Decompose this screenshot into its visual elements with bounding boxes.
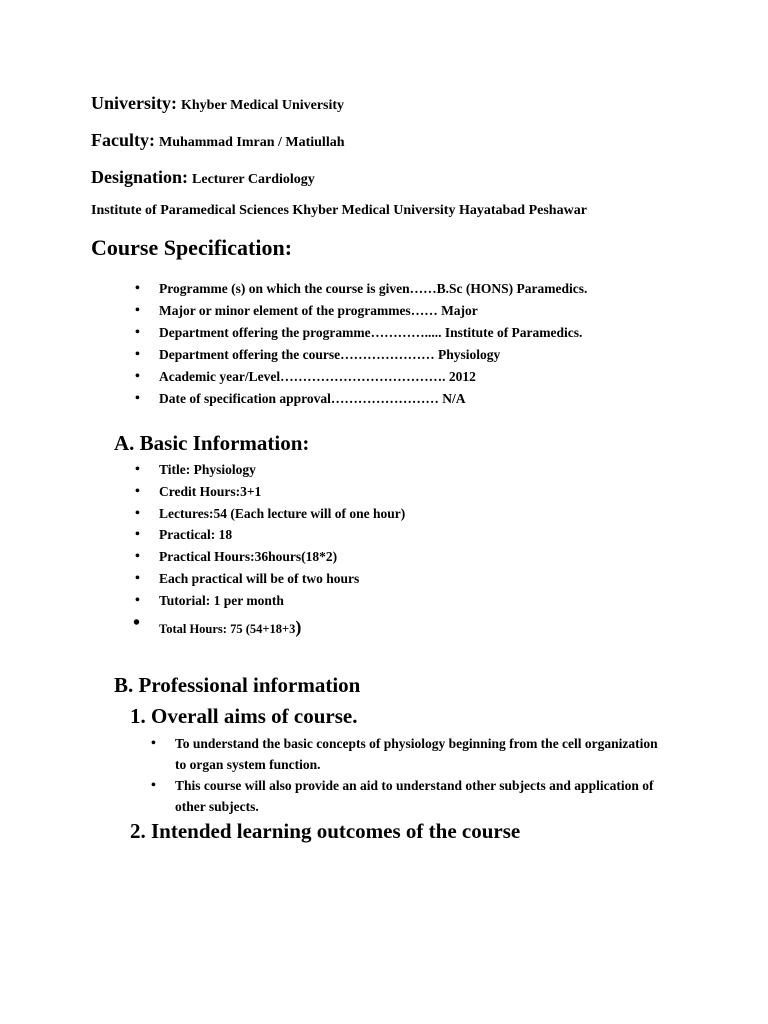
designation-label: Designation: xyxy=(91,167,189,187)
bullet-icon: • xyxy=(135,347,140,362)
designation-line xyxy=(91,167,315,188)
bullet-icon: • xyxy=(135,483,140,499)
list-item: • This course will also provide an aid to understand other subjects and application of other subjects. xyxy=(151,778,654,814)
list-item: • Practical: 18 xyxy=(135,527,233,543)
list-item: • Title: Physiology xyxy=(135,462,256,477)
faculty-label: Faculty: xyxy=(91,130,155,150)
university-label: University: xyxy=(91,93,177,113)
overall-aims-heading: 1. Overall aims of course. xyxy=(130,704,358,728)
learning-outcomes-heading: 2. Intended learning outcomes of the course xyxy=(130,819,521,843)
bullet-icon: • xyxy=(135,462,140,477)
course-spec-heading: Course Specification: xyxy=(91,235,293,260)
bullet-icon: • xyxy=(135,505,140,521)
basic-info-heading: A. Basic Information: xyxy=(114,431,310,455)
bullet-icon: • xyxy=(135,303,140,318)
list-item: • Credit Hours:3+1 xyxy=(135,483,262,499)
total-hours-text: Total Hours: 75 (54+18+3 xyxy=(159,621,296,636)
list-item: • Lectures:54 (Each lecture will of one hour) xyxy=(135,505,406,521)
bullet-icon: • xyxy=(135,549,140,565)
basic-info-list xyxy=(133,459,406,642)
course-spec-list xyxy=(135,278,588,410)
bullet-icon: • xyxy=(135,527,140,543)
list-item: • To understand the basic concepts of physiology beginning from the cell organization to organ system function. xyxy=(151,736,658,772)
list-item: • Programme (s) on which the course is given……B.Sc (HONS) Paramedics. xyxy=(135,281,588,296)
list-item: • Practical Hours:36hours(18*2) xyxy=(135,549,338,565)
list-item: • Each practical will be of two hours xyxy=(135,570,360,586)
bullet-icon: • xyxy=(151,778,156,793)
list-item: • Date of specification approval…………………… N/A xyxy=(135,391,466,406)
list-item: • Department offering the programme…………..... Institute of Paramedics. xyxy=(135,325,583,340)
bullet-icon: • xyxy=(133,611,141,634)
bullet-icon: • xyxy=(135,391,140,406)
university-value: Khyber Medical University xyxy=(180,98,345,113)
aims-list xyxy=(151,733,665,817)
professional-info-heading: B. Professional information xyxy=(114,673,361,697)
bullet-icon: • xyxy=(135,570,140,586)
list-item: • Academic year/Level………………………………. 2012 xyxy=(135,369,476,384)
list-item: • Major or minor element of the programmes…… Major xyxy=(135,303,478,318)
faculty-value: Muhammad Imran / Matiullah xyxy=(158,135,345,150)
list-item-total xyxy=(133,611,405,642)
total-hours-paren: ) xyxy=(295,616,302,637)
designation-value: Lecturer Cardiology xyxy=(192,172,315,187)
list-item: • Department offering the course………………… Physiology xyxy=(135,347,501,362)
bullet-icon: • xyxy=(135,369,140,384)
institute-line: Institute of Paramedical Sciences Khyber Medical University Hayatabad Peshawar xyxy=(91,203,587,218)
bullet-icon: • xyxy=(135,325,140,340)
bullet-icon: • xyxy=(151,736,156,751)
list-item: • Tutorial: 1 per month xyxy=(135,592,284,608)
university-line xyxy=(91,93,344,114)
faculty-line xyxy=(91,130,345,151)
bullet-icon: • xyxy=(135,592,140,608)
bullet-icon: • xyxy=(135,281,140,296)
